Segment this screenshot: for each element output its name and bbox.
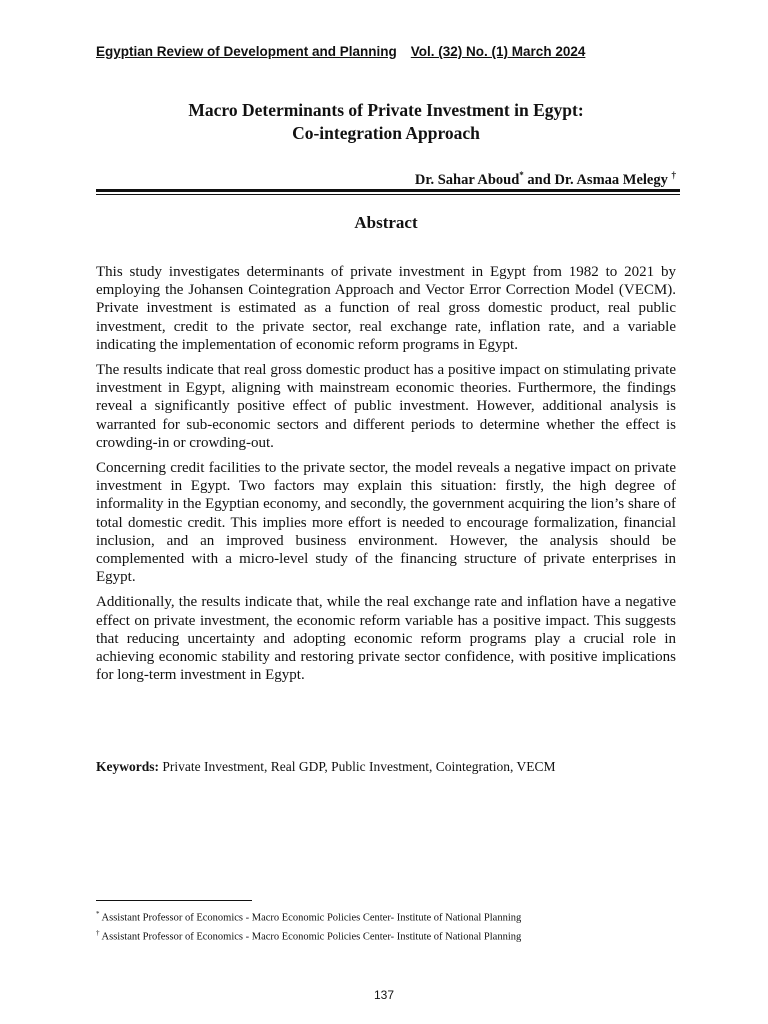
journal-name: Egyptian Review of Development and Planning xyxy=(96,44,397,59)
keywords xyxy=(96,759,676,775)
footnote-1 xyxy=(96,907,696,926)
page-number: 137 xyxy=(373,988,395,1002)
title-line-1: Macro Determinants of Private Investment in Egypt: xyxy=(188,100,584,120)
title-line-2: Co-integration Approach xyxy=(292,123,480,143)
author-2-footnote-mark: † xyxy=(671,170,676,180)
title-rule-thick xyxy=(96,189,680,192)
abstract-body xyxy=(96,263,676,691)
footnote-1-mark: * xyxy=(96,910,100,918)
abstract-paragraph: The results indicate that real gross domestic product has a positive impact on stimulating private investment in Egypt, aligning with mainstream economic theories. Furthermore, the findings reveal a significantly positive effect of public investment. However, additional analysis is warranted for sub-economic sectors and different periods to determine whether the effect is crowding-in or crowding-out. xyxy=(96,362,676,451)
footnote-2-mark: † xyxy=(96,928,100,937)
author-1: Dr. Sahar Aboud xyxy=(414,171,520,188)
abstract-paragraph: Concerning credit facilities to the private sector, the model reveals a negative impact on private investment in Egypt. Two factors may explain this situation: firstly, the high degree of informality in the Egyptian economy, and secondly, the government acquiring the lion’s share of total domestic credit. This implies more effort is needed to encourage formalization, financial inclusion, and an improved business environment. However, the analysis should be complemented with a micro-level study of the financing structure of private enterprises in Egypt. xyxy=(96,460,676,586)
author-conjunction: and xyxy=(523,171,555,188)
author-line xyxy=(415,170,676,189)
title-rule-thin xyxy=(96,194,680,195)
abstract-paragraph: Additionally, the results indicate that, while the real exchange rate and inflation have a negative effect on private investment, the economic reform variable has a positive impact. This suggests that reducing uncertainty and adopting economic reform programs play a crucial role in achieving economic stability and restoring private sector confidence, with positive implications for long-term investment in Egypt. xyxy=(96,594,676,684)
footnotes xyxy=(96,907,696,944)
footnote-1-text: Assistant Professor of Economics - Macro Economic Policies Center- Institute of National Planning xyxy=(99,912,522,924)
keywords-text: Private Investment, Real GDP, Public Investment, Cointegration, VECM xyxy=(159,759,556,774)
abstract-heading: Abstract xyxy=(354,213,418,232)
running-header xyxy=(96,44,676,59)
abstract-paragraph: This study investigates determinants of private investment in Egypt from 1982 to 2021 by employing the Johansen Cointegration Approach and Vector Error Correction Model (VECM). Private investment is estimated as a function of real gross domestic product, real public investment, credit to the private sector, real exchange rate, inflation rate, and a variable indicating the implementation of economic reform programs in Egypt. xyxy=(96,264,676,353)
author-1-footnote-mark: * xyxy=(519,170,524,180)
paper-title xyxy=(96,99,676,145)
footnote-rule xyxy=(96,900,252,901)
issue-info: Vol. (32) No. (1) March 2024 xyxy=(410,44,586,59)
author-2: Dr. Asmaa Melegy xyxy=(554,171,668,188)
keywords-label: Keywords: xyxy=(96,759,159,774)
footnote-2 xyxy=(96,926,696,945)
footnote-2-text: Assistant Professor of Economics - Macro Economic Policies Center- Institute of National Planning xyxy=(99,931,522,942)
